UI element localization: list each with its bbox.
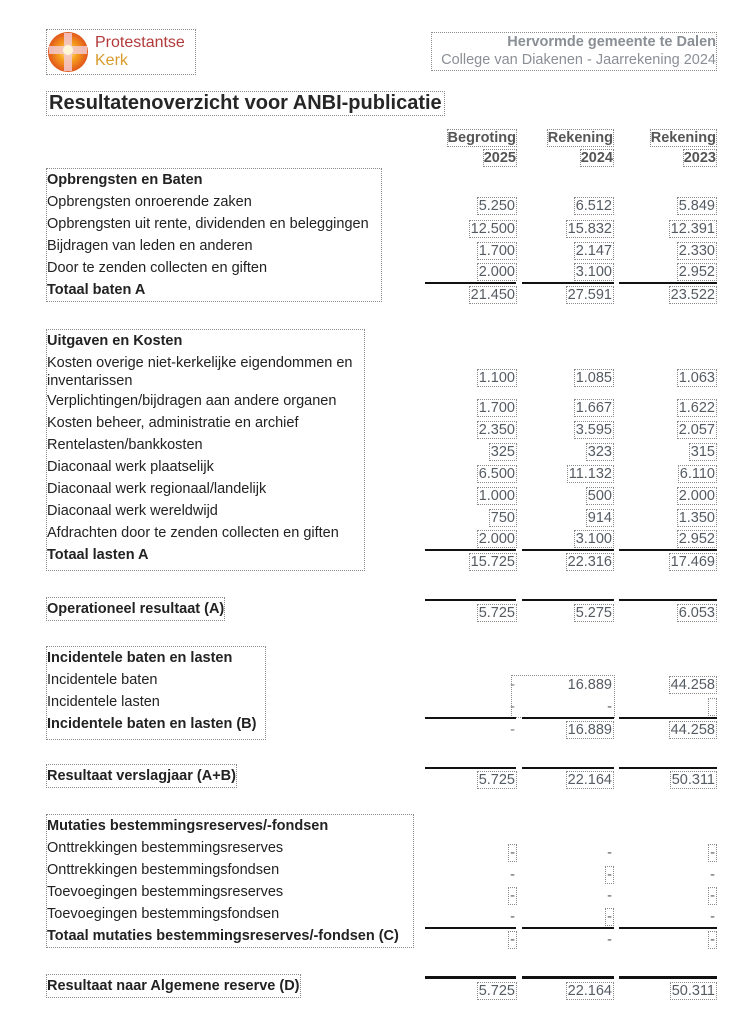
- total-rule: [425, 717, 516, 719]
- total-value-cell: 16.889: [567, 722, 612, 738]
- total-value-cell: 22.316: [567, 554, 612, 570]
- total-rule: [522, 599, 614, 601]
- value-cell: 2.952: [678, 264, 715, 280]
- section-incidenteel-labels: [47, 647, 265, 739]
- total-value-cell: 44.258: [670, 722, 715, 738]
- value-cell: 6.110: [679, 466, 715, 482]
- row-label: Kosten beheer, administratie en archief: [47, 415, 299, 431]
- value-cell: 1.622: [678, 400, 715, 416]
- section-heading: Mutaties bestemmingsreserves/-fondsen: [47, 818, 329, 834]
- total-rule: [619, 767, 717, 769]
- total-rule: [619, 976, 717, 979]
- value-cell: -: [510, 699, 515, 715]
- total-rule: [425, 282, 516, 284]
- value-cell: 1.000: [478, 488, 515, 504]
- total-rule: [425, 599, 516, 601]
- value-cell: 1.700: [478, 243, 515, 259]
- value-cell: 2.952: [678, 531, 715, 547]
- total-label: Totaal mutaties bestemmingsreserves/-fondsen (C): [47, 928, 399, 944]
- section-heading: Uitgaven en Kosten: [47, 333, 183, 349]
- row-label: Opbrengsten uit rente, dividenden en beleggingen: [47, 216, 369, 232]
- column-header-rekening-2024: Rekening 2024: [547, 130, 613, 166]
- total-value-cell: -: [510, 722, 515, 738]
- organization-name: Hervormde gemeente te Dalen: [507, 34, 716, 50]
- section-mutaties-labels: [47, 815, 413, 947]
- value-cell: 914: [587, 510, 612, 526]
- protestantse-kerk-logo-icon: [47, 31, 89, 73]
- row-label: Rentelasten/bankkosten: [47, 437, 203, 453]
- resultaat-verslagjaar-label: Resultaat verslagjaar (A+B): [47, 765, 236, 787]
- resultaat-algemene-reserve-label: Resultaat naar Algemene reserve (D): [47, 975, 300, 997]
- value-cell: 1.100: [478, 370, 515, 386]
- document-subtitle: College van Diakenen - Jaarrekening 2024: [441, 52, 716, 68]
- row-label: Incidentele baten: [47, 672, 158, 688]
- value-cell: 6.512: [575, 198, 612, 214]
- row-label: Bijdragen van leden en anderen: [47, 238, 253, 254]
- value-cell: -: [510, 909, 515, 925]
- value-cell: 2.350: [478, 422, 515, 438]
- value-cell: 1.350: [678, 510, 715, 526]
- total-rule: [619, 599, 717, 601]
- total-value-cell: 15.725: [470, 554, 515, 570]
- value-cell: 5.849: [678, 198, 715, 214]
- row-label: Kosten overige niet-kerkelijke eigendommen en: [47, 355, 353, 371]
- row-label: Door te zenden collecten en giften: [47, 260, 268, 276]
- value-cell: 2.147: [575, 243, 612, 259]
- value-cell: -: [607, 909, 612, 925]
- total-rule: [522, 549, 614, 551]
- total-rule: [522, 282, 614, 284]
- value-cell: 2.000: [478, 264, 515, 280]
- value-cell: -: [710, 888, 715, 904]
- total-rule: [522, 976, 614, 979]
- total-value-cell: -: [510, 932, 515, 948]
- value-cell: 16.889: [567, 677, 612, 693]
- row-label: Diaconaal werk regionaal/landelijk: [47, 481, 267, 497]
- value-cell: -: [710, 845, 715, 861]
- total-value-cell: -: [607, 932, 612, 948]
- total-value-cell: 17.469: [670, 554, 715, 570]
- value-cell: 15.832: [567, 221, 612, 237]
- section-heading: Incidentele baten en lasten: [47, 650, 233, 666]
- organization-header: [432, 33, 716, 70]
- column-header-begroting-2025: Begroting 2025: [447, 130, 516, 166]
- value-cell: 2.057: [678, 422, 715, 438]
- value-cell: 3.100: [575, 531, 612, 547]
- value-cell: 12.391: [670, 221, 715, 237]
- total-rule: [425, 549, 516, 551]
- value-cell: 1.700: [478, 400, 515, 416]
- total-value-cell: 22.164: [567, 983, 612, 999]
- total-value-cell: 5.725: [478, 983, 515, 999]
- value-cell: 2.000: [678, 488, 715, 504]
- section-lasten-labels: [47, 330, 364, 570]
- total-value-cell: 23.522: [670, 287, 715, 303]
- value-cell: 44.258: [670, 677, 715, 693]
- value-cell: -: [510, 677, 515, 693]
- row-label: Toevoegingen bestemmingsreserves: [47, 884, 284, 900]
- value-cell: -: [710, 909, 715, 925]
- total-value-cell: 21.450: [470, 287, 515, 303]
- total-label: Totaal lasten A: [47, 547, 149, 563]
- total-value-cell: 5.275: [575, 605, 612, 621]
- section-heading: Opbrengsten en Baten: [47, 172, 203, 188]
- value-cell: 2.330: [678, 243, 715, 259]
- total-value-cell: 50.311: [671, 772, 715, 788]
- total-value-cell: 27.591: [567, 287, 612, 303]
- value-cell: -: [607, 845, 612, 861]
- value-cell: 6.500: [478, 466, 515, 482]
- total-value-cell: 22.164: [567, 772, 612, 788]
- total-rule: [425, 767, 516, 769]
- value-cell: 3.595: [575, 422, 612, 438]
- total-value-cell: 5.725: [478, 772, 515, 788]
- value-cell: -: [607, 867, 612, 883]
- total-rule: [522, 927, 614, 929]
- value-cell: 1.063: [678, 370, 715, 386]
- value-cell: 750: [490, 510, 515, 526]
- row-label: Onttrekkingen bestemmingsfondsen: [47, 862, 280, 878]
- value-cell: -: [607, 699, 612, 715]
- value-cell: 2.000: [478, 531, 515, 547]
- total-value-cell: 50.311: [671, 983, 715, 999]
- row-label: Verplichtingen/bijdragen aan andere organen: [47, 393, 337, 409]
- value-cell: 12.500: [470, 221, 515, 237]
- total-rule: [522, 767, 614, 769]
- operationeel-resultaat-label: Operationeel resultaat (A): [47, 598, 224, 620]
- value-cell: 315: [690, 444, 715, 460]
- total-label: Totaal baten A: [47, 282, 146, 298]
- row-label: Afdrachten door te zenden collecten en giften: [47, 525, 339, 541]
- value-cell: -: [510, 845, 515, 861]
- total-rule: [619, 717, 717, 719]
- value-cell: -: [710, 699, 715, 715]
- row-label: Toevoegingen bestemmingsfondsen: [47, 906, 280, 922]
- logo: [47, 30, 195, 74]
- value-cell: -: [510, 888, 515, 904]
- value-cell: 1.667: [575, 400, 612, 416]
- value-cell: 500: [587, 488, 612, 504]
- total-rule: [619, 549, 717, 551]
- row-label: Diaconaal werk plaatselijk: [47, 459, 214, 475]
- total-rule: [619, 927, 717, 929]
- section-baten-labels: [47, 169, 381, 301]
- total-rule: [619, 282, 717, 284]
- row-label: Opbrengsten onroerende zaken: [47, 194, 252, 210]
- logo-text-line2: Kerk: [95, 52, 128, 69]
- total-rule: [522, 717, 614, 719]
- total-value-cell: -: [710, 932, 715, 948]
- page-title: Resultatenoverzicht voor ANBI-publicatie: [49, 92, 442, 114]
- value-cell: -: [710, 867, 715, 883]
- row-label: Diaconaal werk wereldwijd: [47, 503, 218, 519]
- total-value-cell: 5.725: [478, 605, 515, 621]
- value-cell: 3.100: [575, 264, 612, 280]
- value-cell: -: [607, 888, 612, 904]
- total-rule: [425, 927, 516, 929]
- total-rule: [425, 976, 516, 979]
- value-cell: -: [510, 867, 515, 883]
- value-cell: 323: [587, 444, 612, 460]
- value-cell: 1.085: [575, 370, 612, 386]
- total-value-cell: 6.053: [678, 605, 715, 621]
- value-cell: 325: [490, 444, 515, 460]
- row-label: Onttrekkingen bestemmingsreserves: [47, 840, 284, 856]
- value-cell: 11.132: [568, 466, 612, 482]
- column-header-rekening-2023: Rekening 2023: [650, 130, 716, 166]
- value-cell: 5.250: [478, 198, 515, 214]
- logo-text-line1: Protestantse: [95, 34, 185, 51]
- row-label: Incidentele lasten: [47, 694, 160, 710]
- total-label: Incidentele baten en lasten (B): [47, 716, 257, 732]
- row-label-continued: inventarissen: [47, 373, 133, 389]
